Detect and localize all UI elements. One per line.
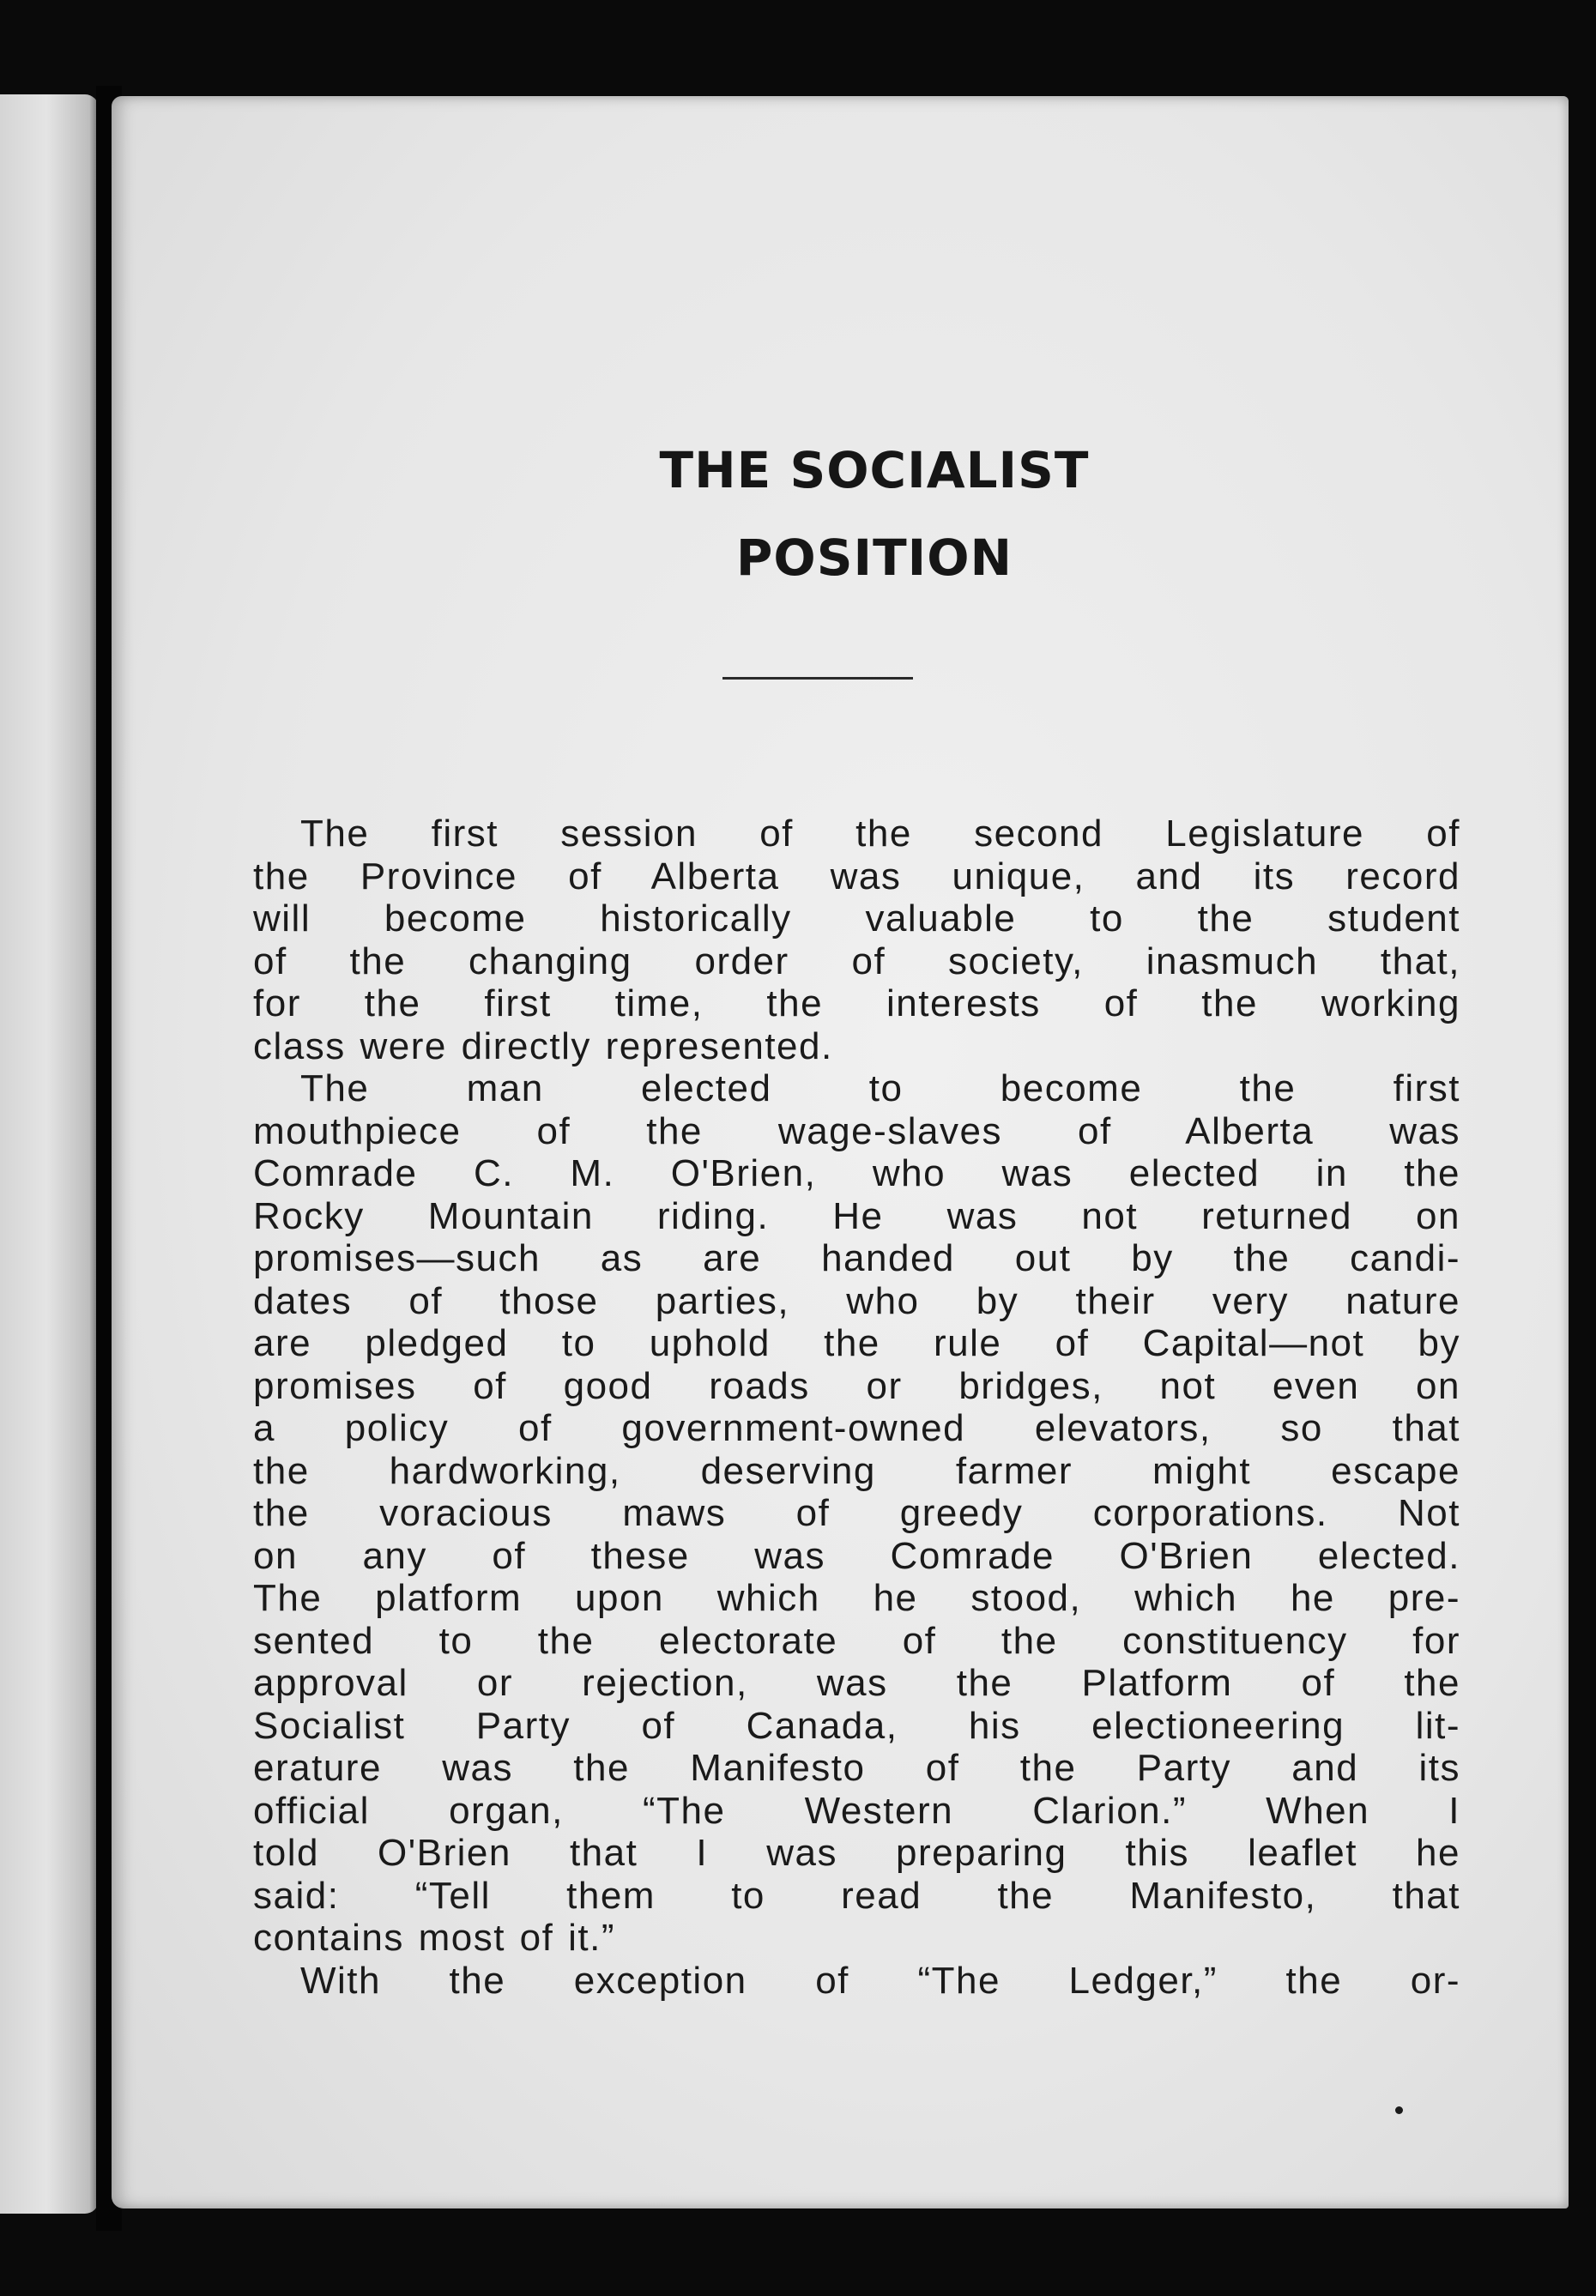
- text-line: for the first time, the interests of the working: [253, 982, 1460, 1024]
- text-line: dates of those parties, who by their very nature: [253, 1279, 1460, 1322]
- text-line: the Province of Alberta was unique, and its record: [253, 855, 1460, 897]
- previous-page-edge: [0, 94, 99, 2214]
- text-line: said: “Tell them to read the Manifesto, that: [253, 1874, 1460, 1917]
- paper-speck: [1395, 2106, 1403, 2114]
- text-line: contains most of it.”: [253, 1917, 615, 1959]
- text-line: a policy of government-owned elevators, so that: [253, 1407, 1460, 1449]
- text-line: mouthpiece of the wage-slaves of Alberta was: [253, 1109, 1460, 1152]
- text-line: The first session of the second Legislature of: [300, 813, 1460, 855]
- text-line: class were directly represented.: [253, 1024, 833, 1067]
- text-line: erature was the Manifesto of the Party and its: [253, 1747, 1460, 1789]
- text-line: Comrade C. M. O'Brien, who was elected in the: [253, 1152, 1460, 1194]
- text-line: approval or rejection, was the Platform of the: [253, 1662, 1460, 1704]
- text-line: The platform upon which he stood, which he pre-: [253, 1577, 1460, 1619]
- text-line: the voracious maws of greedy corporations. Not: [253, 1492, 1460, 1534]
- text-line: will become historically valuable to the student: [253, 897, 1460, 940]
- page-title: [112, 426, 1569, 601]
- title-divider: [722, 677, 913, 680]
- text-line: official organ, “The Western Clarion.” When I: [253, 1789, 1460, 1832]
- text-line: on any of these was Comrade O'Brien elected.: [253, 1534, 1460, 1577]
- text-line: With the exception of “The Ledger,” the or-: [300, 1959, 1460, 2002]
- text-line: promises of good roads or bridges, not even on: [253, 1364, 1460, 1407]
- body-text: [253, 813, 1460, 2002]
- text-line: The man elected to become the first: [300, 1067, 1460, 1109]
- text-line: sented to the electorate of the constituency for: [253, 1619, 1460, 1662]
- text-line: of the changing order of society, inasmuch that,: [253, 940, 1460, 982]
- title-line-2: POSITION: [735, 529, 1013, 587]
- text-line: told O'Brien that I was preparing this leaflet he: [253, 1832, 1460, 1874]
- text-line: are pledged to uphold the rule of Capital—not by: [253, 1322, 1460, 1364]
- title-line-1: THE SOCIALIST: [659, 441, 1090, 499]
- text-line: Rocky Mountain riding. He was not returned on: [253, 1194, 1460, 1237]
- text-line: the hardworking, deserving farmer might escape: [253, 1449, 1460, 1492]
- page: [112, 96, 1569, 2208]
- text-line: promises—such as are handed out by the candi-: [253, 1237, 1460, 1279]
- text-line: Socialist Party of Canada, his electioneering lit-: [253, 1704, 1460, 1747]
